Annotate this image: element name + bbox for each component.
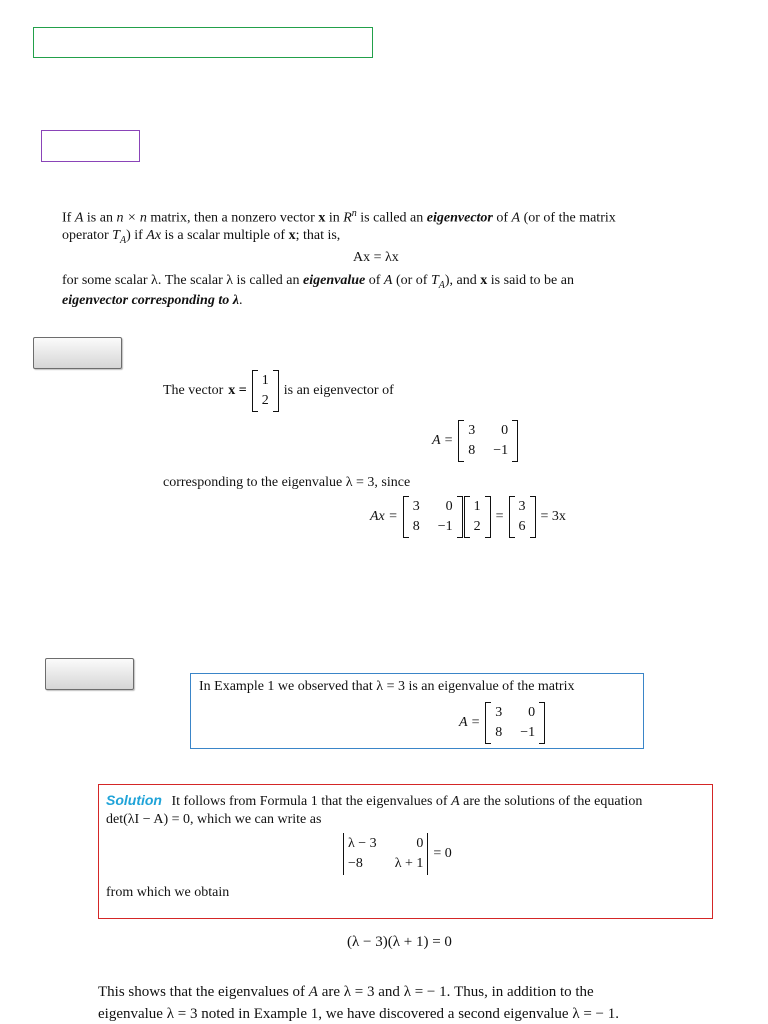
lambda: λ (151, 273, 158, 288)
example-1-corresponding-line (163, 474, 410, 492)
text: operator (62, 228, 113, 243)
text: . (615, 1006, 620, 1022)
cell: 8 (468, 443, 476, 458)
eigen-equation (353, 249, 399, 267)
eigenvector-term: eigenvector (426, 210, 493, 226)
example-1-matrix-row (432, 420, 518, 462)
text: and (374, 984, 404, 1000)
factored-equation (347, 933, 452, 951)
example-2-statement-box (190, 673, 644, 749)
text: are (317, 984, 344, 1000)
text: . The scalar (157, 273, 227, 288)
t-a-subscript: A (119, 234, 127, 246)
vector-x-matrix (252, 370, 279, 412)
matrix-a (403, 496, 463, 538)
text: In Example 1 we observed that (199, 679, 377, 694)
text: eigenvector corresponding to (62, 293, 233, 308)
matrix-a (485, 702, 545, 744)
determinant-matrix (343, 833, 428, 875)
matrix-a (458, 420, 518, 462)
text: eigenvalue (98, 1006, 167, 1022)
cell: 0 (445, 499, 453, 514)
cell: 6 (518, 519, 526, 534)
text: in (325, 210, 344, 226)
text: . Thus, in addition to the (446, 984, 594, 1000)
r-n-exponent: n (351, 208, 357, 219)
cell: 0 (416, 836, 424, 851)
example-2-statement-line (199, 678, 574, 696)
determinant-row (343, 833, 452, 875)
solution-label: Solution (106, 792, 162, 808)
definition-line-2 (62, 227, 340, 250)
var-a: A (383, 273, 393, 288)
section-title-box (33, 27, 373, 58)
vector-x: x (480, 273, 488, 288)
text: The vector (163, 383, 224, 398)
equals-sign: = (495, 509, 504, 524)
lambda-equals: λ = 3 (166, 1006, 198, 1022)
example-1-label-box (33, 337, 122, 369)
solution-line-1 (106, 791, 642, 811)
text: , which we can write as (190, 812, 322, 827)
equation-text: (λ − 3)(λ + 1) = 0 (347, 934, 452, 950)
text: matrix, then a nonzero vector (146, 210, 319, 226)
cell: λ − 3 (348, 836, 377, 851)
vector-x: x (288, 228, 296, 243)
cell: 2 (261, 393, 269, 408)
cell: 0 (501, 423, 509, 438)
a-equals: A = (432, 433, 454, 448)
cell: 0 (528, 705, 536, 720)
det-equation: det(λI − A) = 0 (106, 812, 191, 827)
solution-line-2 (106, 811, 321, 829)
cell: 3 (412, 499, 420, 514)
lambda: λ (226, 273, 234, 288)
example-2-matrix-row (459, 702, 545, 744)
text: If (62, 210, 75, 226)
text: is called an (356, 210, 427, 226)
lambda-equals: λ = 3 (376, 679, 405, 694)
det-rhs: = 0 (433, 846, 452, 861)
ax: Ax (146, 228, 162, 243)
solution-line-3 (106, 884, 229, 902)
definition-title-box (41, 130, 140, 162)
lambda-equals: λ = 3 (343, 984, 375, 1000)
text: from which we obtain (106, 885, 230, 900)
vector-x: x (318, 210, 326, 226)
text: This shows that the eigenvalues of (98, 984, 309, 1000)
equation-text: Ax = λx (353, 250, 399, 265)
example-1-vector-row (163, 370, 394, 412)
conclusion-line-2 (98, 1005, 619, 1023)
lambda-equals: λ = 3 (345, 475, 375, 490)
var-a: A (511, 210, 521, 226)
text: is called an (233, 273, 304, 288)
text: is an eigenvalue of the matrix (404, 679, 575, 694)
lambda-equals: λ = − 1 (403, 984, 447, 1000)
n-by-n: n × n (116, 210, 147, 226)
t-a: T (430, 273, 439, 288)
ax-equals: Ax = (370, 509, 398, 524)
result-tail: = 3x (540, 509, 566, 524)
var-a: A (451, 794, 460, 809)
cell: −1 (437, 519, 453, 534)
text: noted in Example 1, we have discovered a second eigenvalue (197, 1006, 573, 1022)
var-a: A (308, 984, 318, 1000)
example-1-product-row (370, 496, 566, 538)
cell: 3 (518, 499, 526, 514)
t-a-subscript: A (438, 279, 445, 291)
text: ; that is, (295, 228, 341, 243)
t-a: T (112, 228, 120, 243)
cell: 2 (473, 519, 481, 534)
text: It follows from Formula 1 that the eigenvalues of (171, 794, 452, 809)
text: ), and (444, 273, 481, 288)
definition-line-1 (62, 205, 616, 228)
cell: −1 (520, 725, 536, 740)
cell: 8 (412, 519, 420, 534)
solution-box (98, 784, 713, 919)
cell: 3 (468, 423, 476, 438)
x-equals: x = (228, 383, 247, 398)
cell: −8 (348, 856, 363, 871)
definition-line-4 (62, 292, 242, 310)
text: ) if (126, 228, 147, 243)
result-vector (509, 496, 536, 538)
cell: 3 (495, 705, 503, 720)
cell: 1 (473, 499, 481, 514)
text: for some scalar (62, 273, 152, 288)
a-equals: A = (459, 715, 481, 730)
text: . (238, 293, 243, 308)
text: , since (374, 475, 411, 490)
text: is an (83, 210, 117, 226)
text: of (365, 273, 384, 288)
text: corresponding to the eigenvalue (163, 475, 346, 490)
conclusion-line-1 (98, 983, 594, 1001)
text: of (492, 210, 512, 226)
text: is a scalar multiple of (161, 228, 289, 243)
vector-x-matrix (464, 496, 491, 538)
example-2-label-box (45, 658, 134, 690)
cell: 1 (261, 373, 269, 388)
cell: −1 (493, 443, 509, 458)
lambda-equals: λ = − 1 (572, 1006, 616, 1022)
text: (or of the matrix (520, 210, 616, 226)
lambda: λ (232, 293, 239, 308)
text: is an eigenvector of (283, 383, 394, 398)
cell: λ + 1 (394, 856, 424, 871)
var-a: A (74, 210, 84, 226)
eigenvalue-term: eigenvalue (303, 273, 366, 288)
text: is said to be an (487, 273, 574, 288)
r-n: R (343, 210, 352, 226)
text: are the solutions of the equation (459, 794, 643, 809)
text: (or of (392, 273, 431, 288)
cell: 8 (495, 725, 503, 740)
